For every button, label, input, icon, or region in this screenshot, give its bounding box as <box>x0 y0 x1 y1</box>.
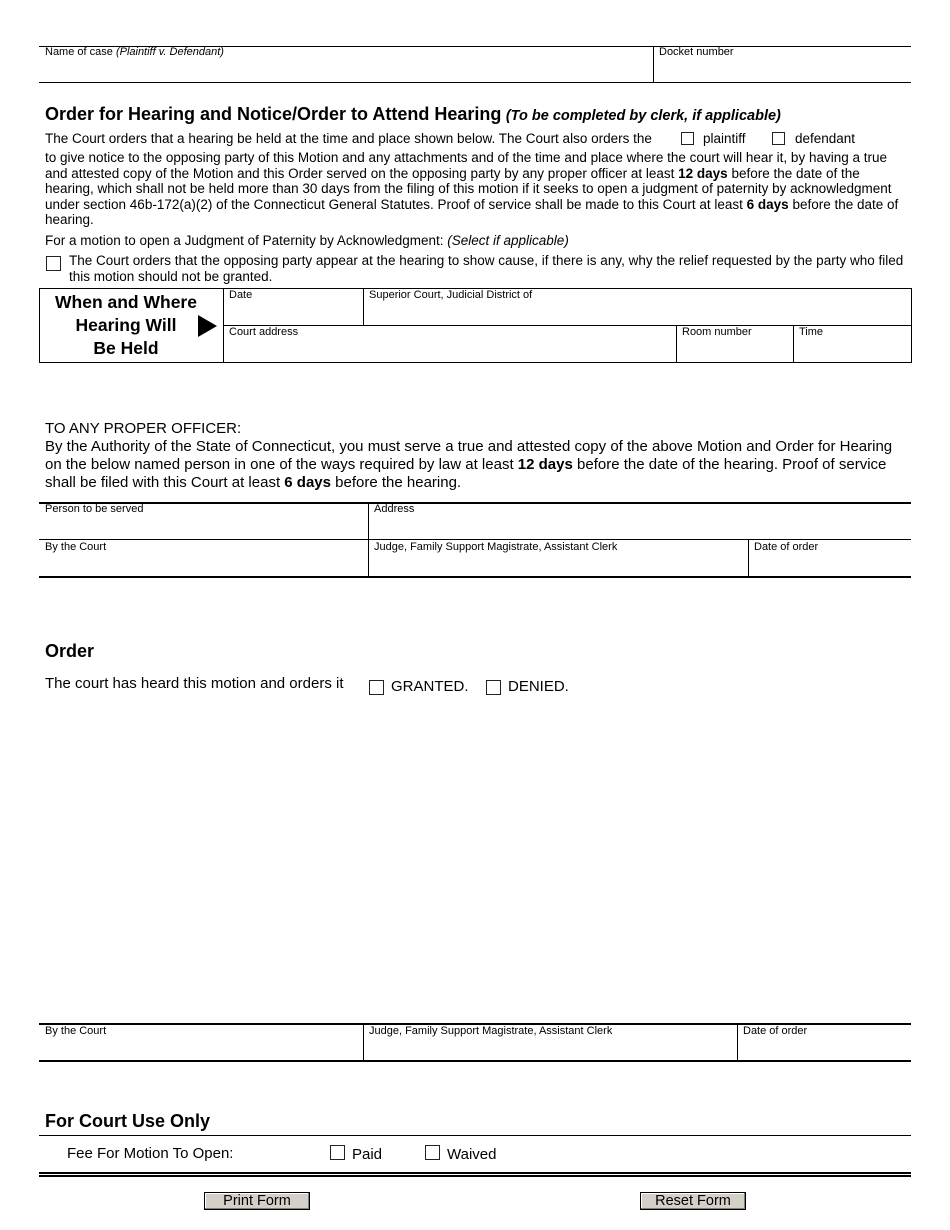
hearing-order-line1: The Court orders that a hearing be held at the time and place shown below. The Court also orders the <box>45 131 652 146</box>
plaintiff-label: plaintiff <box>703 131 746 146</box>
person-to-be-served-label: Person to be served <box>45 503 144 515</box>
header-bottom-rule <box>39 82 911 83</box>
court-use-heading: For Court Use Only <box>45 1111 211 1131</box>
hearing-order-paragraph: to give notice to the opposing party of this Motion and any attachments and of the time and place where the court will hear it, by having a true and attested copy of the Motion and this Order served on the opposing party by any proper officer at least 12 days before the date of the hearing, which shall not be held more than 30 days from the filing of this motion if it seeks to open a judgment of paternity by acknowledgment under section 46b-172(a)(2) of the Connecticut General Statutes. Proof of service shall be made to this Court at least 6 days before the date of hearing. <box>45 150 899 227</box>
print-form-button[interactable]: Print Form <box>204 1192 310 1210</box>
hearing-time-label: Time <box>799 326 824 338</box>
order-sign-bottom-rule <box>39 1060 911 1062</box>
paid-label: Paid <box>352 1146 383 1163</box>
reset-form-button[interactable]: Reset Form <box>640 1192 746 1210</box>
hearing-order-title: Order for Hearing and Notice/Order to Attend Hearing (To be completed by clerk, if applicable) <box>45 104 781 124</box>
show-cause-text: The Court orders that the opposing party appear at the hearing to show cause, if there is any, why the relief requested by the party who filed this motion should not be granted. <box>69 253 904 284</box>
show-cause-checkbox[interactable] <box>46 256 61 271</box>
defendant-checkbox[interactable] <box>772 132 785 145</box>
arrow-right-icon <box>198 315 218 337</box>
service-date-of-order-label: Date of order <box>754 541 819 553</box>
court-use-top-rule <box>39 1135 911 1136</box>
fee-label: Fee For Motion To Open: <box>67 1145 234 1162</box>
court-use-rule-2 <box>39 1175 911 1177</box>
case-name-label: Name of case (Plaintiff v. Defendant) <box>45 46 224 58</box>
service-bottom-rule <box>39 576 911 578</box>
order-by-court-label: By the Court <box>45 1025 107 1037</box>
room-number-label: Room number <box>682 326 752 338</box>
paid-checkbox[interactable] <box>330 1145 345 1160</box>
order-date-of-order-label: Date of order <box>743 1025 808 1037</box>
order-heading: Order <box>45 641 95 661</box>
service-address-label: Address <box>374 503 415 515</box>
service-by-court-label: By the Court <box>45 541 107 553</box>
order-judge-label: Judge, Family Support Magistrate, Assistant Clerk <box>369 1025 613 1037</box>
officer-heading: TO ANY PROPER OFFICER: <box>45 420 242 437</box>
plaintiff-checkbox[interactable] <box>681 132 694 145</box>
hearing-date-label: Date <box>229 289 253 301</box>
superior-court-label: Superior Court, Judicial District of <box>369 289 533 301</box>
granted-checkbox[interactable] <box>369 680 384 695</box>
waived-checkbox[interactable] <box>425 1145 440 1160</box>
order-text: The court has heard this motion and orders it <box>45 675 344 692</box>
court-address-label: Court address <box>229 326 299 338</box>
docket-number-label: Docket number <box>659 46 734 58</box>
hearing-box-title: When and Where Hearing Will Be Held <box>55 292 197 358</box>
waived-label: Waived <box>447 1146 497 1163</box>
service-address-field[interactable] <box>369 504 911 539</box>
denied-label: DENIED. <box>508 678 569 695</box>
officer-paragraph: By the Authority of the State of Connecticut, you must serve a true and attested copy of the above Motion and Order for Hearing on the below named person in one of the ways required by law at least 12 days before the date of the hearing. Proof of service shall be filed with this Court at least 6 days before the hearing. <box>45 438 893 491</box>
defendant-label: defendant <box>795 131 856 146</box>
service-judge-label: Judge, Family Support Magistrate, Assistant Clerk <box>374 541 618 553</box>
denied-checkbox[interactable] <box>486 680 501 695</box>
paternity-label: For a motion to open a Judgment of Paternity by Acknowledgment: (Select if applicable) <box>45 233 569 248</box>
granted-label: GRANTED. <box>391 678 469 695</box>
court-use-rule-1 <box>39 1172 911 1174</box>
